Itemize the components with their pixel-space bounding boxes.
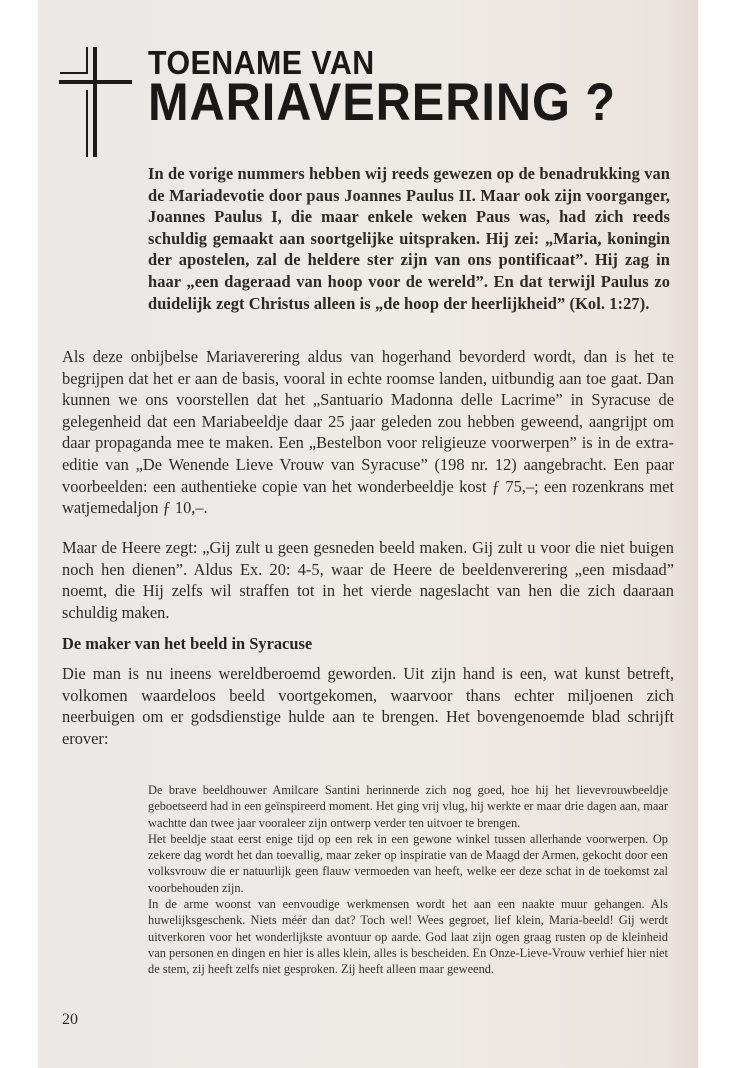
quote-paragraph: In de arme woonst van eenvoudige werkmensen wordt het aan een naakte muur gehangen. Als huwelijksgeschenk. Niets méér dan dat? Toch wel! Wees gegroet, lief klein, Maria-beeld! Gij werdt uitverkoren voor het wonderlijkste avontuur op aarde. God laat zijn ogen graag rusten op de kleinheid van personen en dingen en hier is alles klein, alles is bescheiden. En Onze-Lieve-Vrouw verhief hier niet de stem, zij heeft zelfs niet gesproken. Zij heeft alleen maar geweend. xyxy=(148,897,668,977)
article-intro: In de vorige nummers hebben wij reeds gewezen op de benadrukking van de Mariadevotie door paus Joannes Paulus II. Maar ook zijn voorganger, Joannes Paulus I, die maar enkele weken Paus was, had zich reeds schuldig gemaakt aan soortgelijke uitspraken. Hij zei: „Maria, koningin der apostelen, zal de heldere ster zijn van ons pontificaat”. Hij zag in haar „een dageraad van hoop voor de wereld”. En dat terwijl Paulus zo duidelijk zegt Christus alleen is „de hoop der heerlijkheid” (Kol. 1:27). xyxy=(148,164,670,313)
block-quote xyxy=(148,782,668,978)
quote-paragraph: Het beeldje staat eerst enige tijd op een rek in een gewone winkel tussen allerhande voorwerpen. Op zekere dag wordt het dan toevallig, maar zeker op inspiratie van de Maagd der Armen, gekocht door een volksvrouw die er natuurlijk geen flauw vermoeden van heeft, welke eer deze schat in de toekomst zal voorbehouden zijn. xyxy=(148,831,668,895)
article-title-line2: MARIAVERERING ? xyxy=(148,73,617,132)
body-paragraph-2 xyxy=(62,537,674,623)
paragraph-text: Als deze onbijbelse Mariaverering aldus van hogerhand bevorderd wordt, dan is het te begrijpen dat het er aan de basis, vooral in echte roomse landen, uitbundig aan toe gaat. Dan kunnen we ons voorstellen dat het „Santuario Madonna delle Lacrime” in Syracuse de gelegenheid dat een Mariabeeldje daar 25 jaar geleden zou hebben geweend, aangrijpt om daar propaganda mee te maken. Een „Bestelbon voor religieuze voorwerpen” is in de extra-editie van „De Wenende Lieve Vrouw van Syracuse” (198 nr. 12) aangebracht. Een paar voorbeelden: een authentieke copie van het wonderbeeldje kost ƒ 75,–; een rozenkrans met watjemedaljon ƒ 10,–. xyxy=(62,347,674,518)
article-title-line1: TOENAME VAN xyxy=(148,44,375,81)
paragraph-text: Die man is nu ineens wereldberoemd geworden. Uit zijn hand is een, wat kunst betreft, volkomen waardeloos beeld voortgekomen, waarvoor thans echter miljoenen zich neerbuigen om er godsdienstige hulde aan te brengen. Het bovengenoemde blad schrijft erover: xyxy=(62,664,674,748)
body-paragraph-3 xyxy=(62,663,674,749)
quote-paragraph: De brave beeldhouwer Amilcare Santini herinnerde zich nog goed, hoe hij het lievevrouwbeeldje geboetseerd had in een geïnspireerd moment. Het ging vrij vlug, hij werkte er maar drie dagen aan, maar wachtte dan twee jaar vooraleer zijn ontwerp verder ten uitvoer te brengen. xyxy=(148,783,668,830)
section-subheading: De maker van het beeld in Syracuse xyxy=(62,634,313,653)
body-paragraph-1 xyxy=(62,346,674,519)
paragraph-text: Maar de Heere zegt: „Gij zult u geen gesneden beeld maken. Gij zult u voor die niet buigen noch hen dienen”. Aldus Ex. 20: 4-5, waar de Heere de beeldenverering „een misdaad” noemt, die Hij zelfs wil straffen tot in het vierde nageslacht van hen die zich daaraan schuldig maken. xyxy=(62,538,674,622)
page-number: 20 xyxy=(62,1011,78,1028)
